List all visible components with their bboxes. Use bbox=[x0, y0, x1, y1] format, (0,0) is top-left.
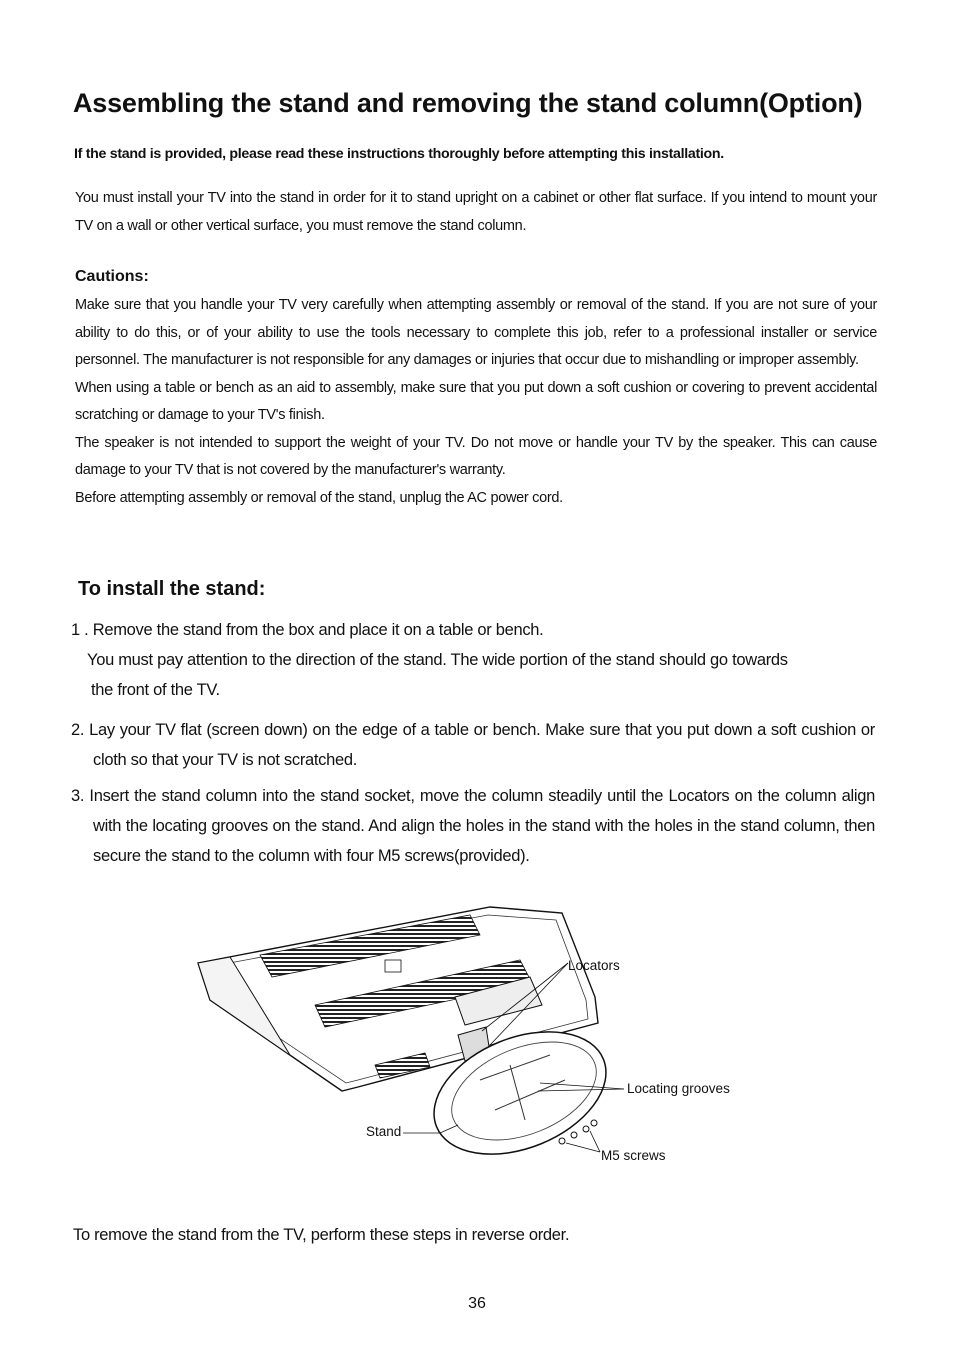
install-step-3 bbox=[71, 781, 875, 871]
step-1-line: the front of the TV. bbox=[91, 681, 220, 699]
install-heading: To install the stand: bbox=[78, 578, 266, 600]
intro-warning: If the stand is provided, please read these instructions thoroughly before attempting this installation. bbox=[74, 146, 724, 162]
intro-text: You must install your TV into the stand in order for it to stand upright on a cabinet or other flat surface. If you intend to mount your TV on a wall or other vertical surface, you must remove the stand column. bbox=[75, 190, 877, 234]
stand-assembly-diagram bbox=[190, 905, 750, 1175]
tv-stand-illustration bbox=[190, 905, 750, 1175]
page-title: Assembling the stand and removing the stand column(Option) bbox=[73, 88, 863, 118]
caution-paragraph: The speaker is not intended to support the weight of your TV. Do not move or handle your TV by the speaker. This can cause damage to your TV that is not covered by the manufacturer's warranty. bbox=[75, 434, 877, 478]
caution-paragraph: When using a table or bench as an aid to assembly, make sure that you put down a soft cushion or covering to prevent accidental scratching or damage to your TV's finish. bbox=[75, 379, 877, 423]
install-step-1 bbox=[71, 615, 875, 705]
remove-note: To remove the stand from the TV, perform these steps in reverse order. bbox=[73, 1226, 570, 1244]
step-1-line: You must pay attention to the direction of the stand. The wide portion of the stand should go towards bbox=[87, 651, 788, 669]
label-m5-screws: M5 screws bbox=[601, 1148, 666, 1163]
install-step-2 bbox=[71, 715, 875, 775]
label-locators: Locators bbox=[568, 958, 620, 973]
intro-paragraph bbox=[75, 185, 877, 240]
cautions-list bbox=[75, 292, 877, 512]
label-stand: Stand bbox=[366, 1124, 402, 1139]
step-1-line: 1 . Remove the stand from the box and place it on a table or bench. bbox=[71, 621, 544, 639]
caution-paragraph: Before attempting assembly or removal of the stand, unplug the AC power cord. bbox=[75, 489, 563, 506]
label-locating-grooves: Locating grooves bbox=[627, 1081, 730, 1096]
step-3-text: 3. Insert the stand column into the stand socket, move the column steadily until the Locators on the column align with the locating grooves on the stand. And align the holes in the stand with the holes in the stand column, then secure the stand to the column with four M5 screws(provided). bbox=[71, 787, 875, 865]
cautions-heading: Cautions: bbox=[75, 268, 149, 285]
page-number: 36 bbox=[468, 1295, 486, 1312]
step-2-text: 2. Lay your TV flat (screen down) on the edge of a table or bench. Make sure that you put down a soft cushion or cloth so that your TV is not scratched. bbox=[71, 721, 875, 769]
caution-paragraph: Make sure that you handle your TV very carefully when attempting assembly or removal of the stand. If you are not sure of your ability to do this, or of your ability to use the tools necessary to complete this job, refer to a professional installer or service personnel. The manufacturer is not responsible for any damages or injuries that occur due to mishandling or improper assembly. bbox=[75, 297, 877, 368]
